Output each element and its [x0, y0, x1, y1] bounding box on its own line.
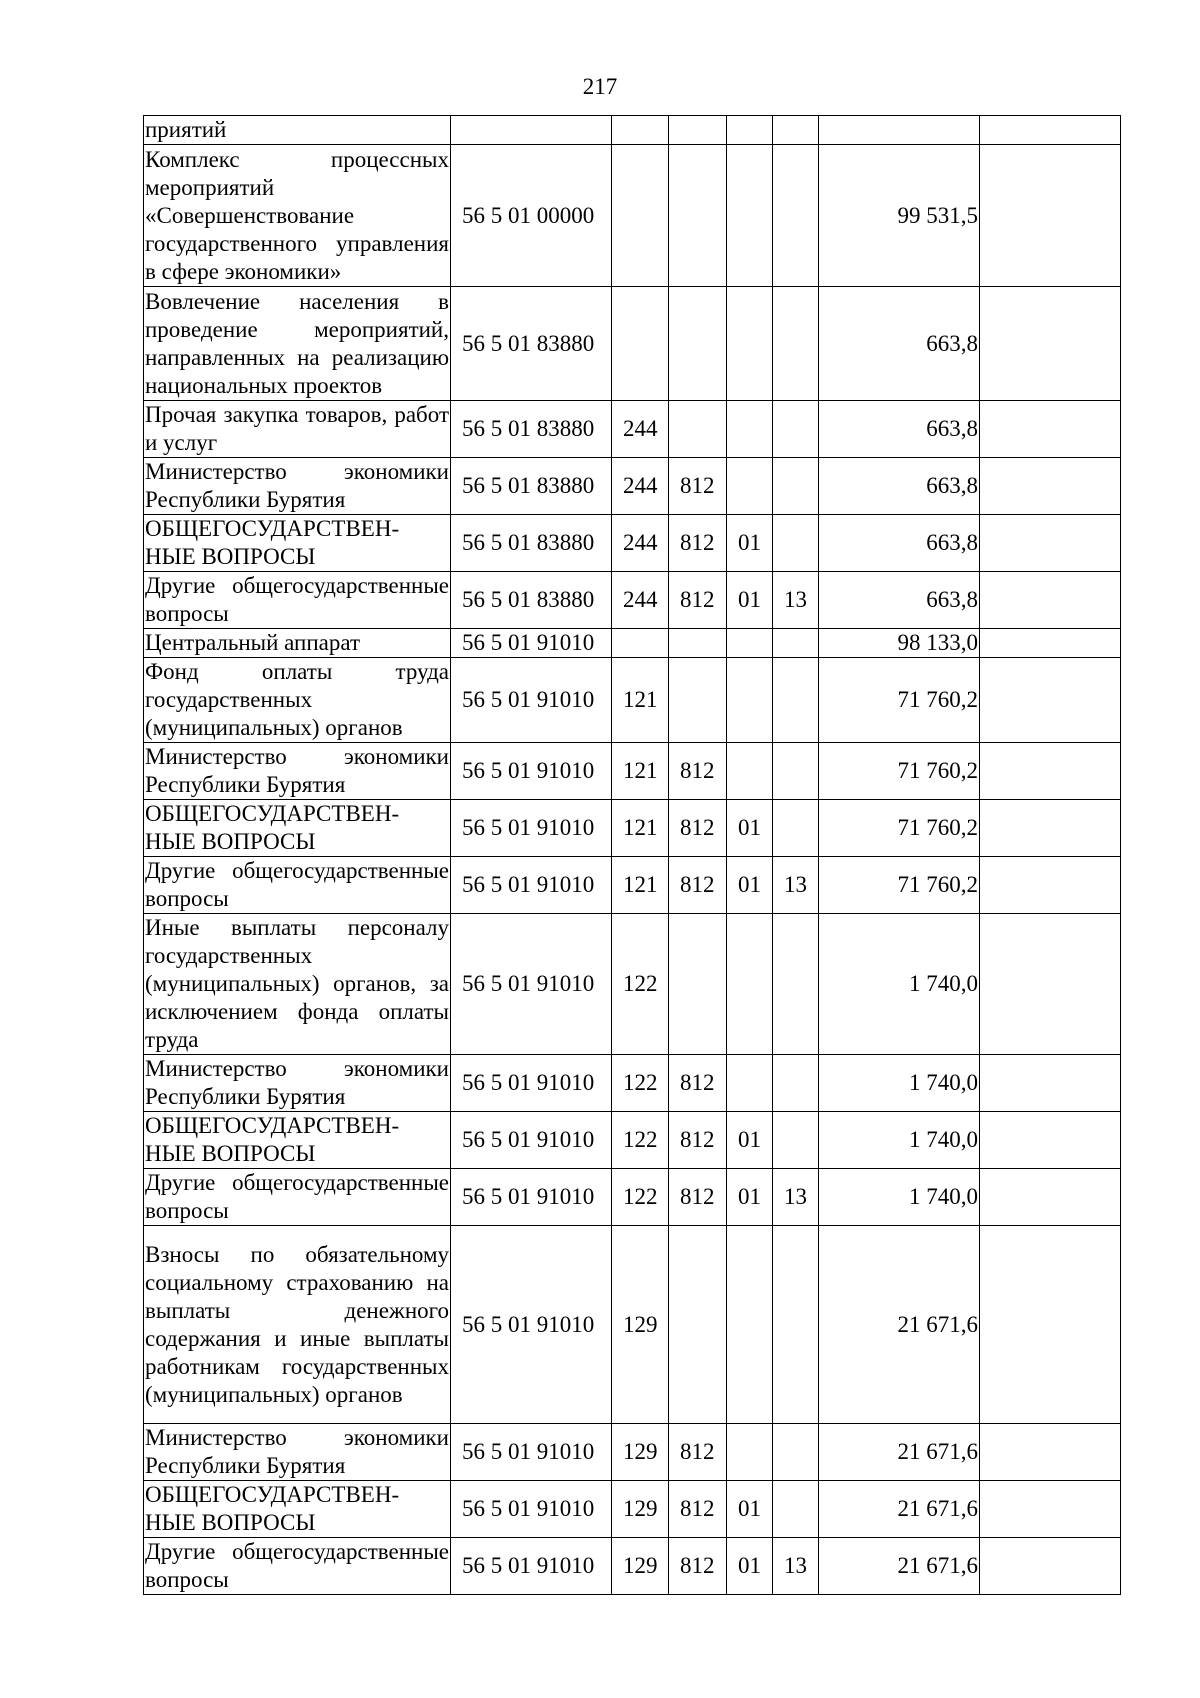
- extra-cell: [980, 458, 1121, 515]
- amount-cell: 663,8: [819, 572, 980, 629]
- item-name-cell: Фонд оплаты труда государственных (муниципальных) органов: [144, 658, 451, 743]
- table-row: [144, 572, 1121, 629]
- section-cell: [727, 1424, 773, 1481]
- target-code-cell: 56 5 01 91010: [451, 800, 612, 857]
- expense-type-cell: 244: [612, 401, 669, 458]
- amount-cell: 71 760,2: [819, 857, 980, 914]
- item-name-cell: Министерство экономики Республики Бурятия: [144, 1055, 451, 1112]
- section-cell: 01: [727, 800, 773, 857]
- subsection-cell: [773, 658, 819, 743]
- table-row: [144, 1055, 1121, 1112]
- subsection-cell: 13: [773, 1538, 819, 1595]
- expense-type-cell: 122: [612, 1169, 669, 1226]
- ministry-code-cell: 812: [669, 857, 727, 914]
- section-cell: [727, 914, 773, 1055]
- amount-cell: 71 760,2: [819, 743, 980, 800]
- ministry-code-cell: 812: [669, 572, 727, 629]
- item-name-cell: Министерство экономики Республики Бурятия: [144, 743, 451, 800]
- extra-cell: [980, 800, 1121, 857]
- expense-type-cell: 129: [612, 1424, 669, 1481]
- item-name-cell: Комплекс процессных мероприятий «Совершенствование государственного управления в сфере экономики»: [144, 145, 451, 287]
- ministry-code-cell: [669, 116, 727, 145]
- amount-cell: 1 740,0: [819, 914, 980, 1055]
- item-name-cell: Министерство экономики Республики Бурятия: [144, 1424, 451, 1481]
- extra-cell: [980, 1112, 1121, 1169]
- extra-cell: [980, 1424, 1121, 1481]
- item-name-cell: Иные выплаты персоналу государственных (муниципальных) органов, за исключением фонда оплаты труда: [144, 914, 451, 1055]
- extra-cell: [980, 572, 1121, 629]
- extra-cell: [980, 658, 1121, 743]
- item-name-cell: Прочая закупка товаров, работ и услуг: [144, 401, 451, 458]
- section-cell: [727, 629, 773, 658]
- expense-type-cell: [612, 145, 669, 287]
- extra-cell: [980, 515, 1121, 572]
- subsection-cell: 13: [773, 857, 819, 914]
- table-row: [144, 629, 1121, 658]
- expense-type-cell: 121: [612, 800, 669, 857]
- subsection-cell: [773, 743, 819, 800]
- amount-cell: 71 760,2: [819, 800, 980, 857]
- amount-cell: 71 760,2: [819, 658, 980, 743]
- table-row: [144, 800, 1121, 857]
- subsection-cell: 13: [773, 1169, 819, 1226]
- ministry-code-cell: [669, 658, 727, 743]
- target-code-cell: 56 5 01 83880: [451, 515, 612, 572]
- target-code-cell: 56 5 01 91010: [451, 857, 612, 914]
- ministry-code-cell: 812: [669, 743, 727, 800]
- expense-type-cell: 129: [612, 1481, 669, 1538]
- ministry-code-cell: 812: [669, 1538, 727, 1595]
- target-code-cell: 56 5 01 91010: [451, 914, 612, 1055]
- ministry-code-cell: [669, 145, 727, 287]
- table-row: [144, 1424, 1121, 1481]
- extra-cell: [980, 629, 1121, 658]
- section-cell: 01: [727, 1112, 773, 1169]
- item-name-cell: Другие общегосударственные вопросы: [144, 1538, 451, 1595]
- section-cell: [727, 1226, 773, 1424]
- amount-cell: 21 671,6: [819, 1226, 980, 1424]
- extra-cell: [980, 145, 1121, 287]
- target-code-cell: 56 5 01 91010: [451, 743, 612, 800]
- table-row: [144, 1538, 1121, 1595]
- section-cell: [727, 116, 773, 145]
- expense-type-cell: 244: [612, 458, 669, 515]
- extra-cell: [980, 116, 1121, 145]
- ministry-code-cell: [669, 914, 727, 1055]
- section-cell: [727, 658, 773, 743]
- section-cell: [727, 145, 773, 287]
- ministry-code-cell: [669, 401, 727, 458]
- target-code-cell: 56 5 01 91010: [451, 1112, 612, 1169]
- subsection-cell: [773, 1481, 819, 1538]
- amount-cell: 1 740,0: [819, 1169, 980, 1226]
- item-name-cell: Центральный аппарат: [144, 629, 451, 658]
- target-code-cell: 56 5 01 91010: [451, 629, 612, 658]
- amount-cell: [819, 116, 980, 145]
- subsection-cell: [773, 629, 819, 658]
- section-cell: [727, 287, 773, 401]
- table-row: [144, 145, 1121, 287]
- ministry-code-cell: [669, 287, 727, 401]
- table-row: [144, 1481, 1121, 1538]
- expense-type-cell: [612, 287, 669, 401]
- target-code-cell: 56 5 01 91010: [451, 1538, 612, 1595]
- extra-cell: [980, 287, 1121, 401]
- table-row: [144, 857, 1121, 914]
- extra-cell: [980, 743, 1121, 800]
- table-row: [144, 1112, 1121, 1169]
- subsection-cell: [773, 401, 819, 458]
- expense-type-cell: [612, 629, 669, 658]
- item-name-cell: Другие общегосударственные вопросы: [144, 572, 451, 629]
- amount-cell: 21 671,6: [819, 1424, 980, 1481]
- subsection-cell: [773, 145, 819, 287]
- target-code-cell: 56 5 01 91010: [451, 658, 612, 743]
- expense-type-cell: 129: [612, 1538, 669, 1595]
- section-cell: [727, 458, 773, 515]
- target-code-cell: 56 5 01 00000: [451, 145, 612, 287]
- ministry-code-cell: 812: [669, 1055, 727, 1112]
- ministry-code-cell: 812: [669, 458, 727, 515]
- section-cell: 01: [727, 857, 773, 914]
- table-row: [144, 458, 1121, 515]
- amount-cell: 663,8: [819, 458, 980, 515]
- target-code-cell: 56 5 01 91010: [451, 1424, 612, 1481]
- expense-type-cell: 121: [612, 857, 669, 914]
- subsection-cell: [773, 458, 819, 515]
- extra-cell: [980, 1169, 1121, 1226]
- budget-table-body: [144, 116, 1121, 1595]
- ministry-code-cell: 812: [669, 515, 727, 572]
- extra-cell: [980, 857, 1121, 914]
- subsection-cell: [773, 287, 819, 401]
- ministry-code-cell: [669, 1226, 727, 1424]
- table-row: [144, 658, 1121, 743]
- amount-cell: 663,8: [819, 515, 980, 572]
- expense-type-cell: 244: [612, 572, 669, 629]
- extra-cell: [980, 1055, 1121, 1112]
- budget-table: [143, 115, 1121, 1595]
- expense-type-cell: 244: [612, 515, 669, 572]
- target-code-cell: 56 5 01 83880: [451, 287, 612, 401]
- expense-type-cell: 122: [612, 1055, 669, 1112]
- expense-type-cell: 122: [612, 914, 669, 1055]
- extra-cell: [980, 914, 1121, 1055]
- subsection-cell: [773, 800, 819, 857]
- subsection-cell: 13: [773, 572, 819, 629]
- amount-cell: 98 133,0: [819, 629, 980, 658]
- table-row: [144, 914, 1121, 1055]
- item-name-cell: Другие общегосударственные вопросы: [144, 1169, 451, 1226]
- item-name-cell: ОБЩЕГОСУДАРСТВЕН-НЫЕ ВОПРОСЫ: [144, 800, 451, 857]
- item-name-cell: Другие общегосударственные вопросы: [144, 857, 451, 914]
- expense-type-cell: 129: [612, 1226, 669, 1424]
- item-name-cell: ОБЩЕГОСУДАРСТВЕН-НЫЕ ВОПРОСЫ: [144, 1112, 451, 1169]
- item-name-cell: Вовлечение населения в проведение мероприятий, направленных на реализацию национальных проектов: [144, 287, 451, 401]
- extra-cell: [980, 1538, 1121, 1595]
- target-code-cell: 56 5 01 91010: [451, 1055, 612, 1112]
- target-code-cell: 56 5 01 83880: [451, 401, 612, 458]
- item-name-cell: Министерство экономики Республики Бурятия: [144, 458, 451, 515]
- table-row: [144, 1169, 1121, 1226]
- ministry-code-cell: 812: [669, 1424, 727, 1481]
- amount-cell: 21 671,6: [819, 1538, 980, 1595]
- target-code-cell: 56 5 01 91010: [451, 1226, 612, 1424]
- extra-cell: [980, 1481, 1121, 1538]
- ministry-code-cell: 812: [669, 1169, 727, 1226]
- section-cell: 01: [727, 1169, 773, 1226]
- item-name-cell: ОБЩЕГОСУДАРСТВЕН-НЫЕ ВОПРОСЫ: [144, 515, 451, 572]
- subsection-cell: [773, 515, 819, 572]
- subsection-cell: [773, 1055, 819, 1112]
- section-cell: [727, 743, 773, 800]
- amount-cell: 1 740,0: [819, 1055, 980, 1112]
- amount-cell: 21 671,6: [819, 1481, 980, 1538]
- table-row: [144, 515, 1121, 572]
- subsection-cell: [773, 1424, 819, 1481]
- item-name-cell: Взносы по обязательному социальному страхованию на выплаты денежного содержания и иные выплаты работникам государственных (муниципальных) органов: [144, 1226, 451, 1424]
- target-code-cell: 56 5 01 91010: [451, 1481, 612, 1538]
- target-code-cell: 56 5 01 91010: [451, 1169, 612, 1226]
- subsection-cell: [773, 116, 819, 145]
- table-row: [144, 287, 1121, 401]
- section-cell: 01: [727, 1538, 773, 1595]
- ministry-code-cell: [669, 629, 727, 658]
- expense-type-cell: [612, 116, 669, 145]
- extra-cell: [980, 401, 1121, 458]
- ministry-code-cell: 812: [669, 800, 727, 857]
- section-cell: [727, 401, 773, 458]
- target-code-cell: 56 5 01 83880: [451, 572, 612, 629]
- ministry-code-cell: 812: [669, 1112, 727, 1169]
- section-cell: [727, 1055, 773, 1112]
- ministry-code-cell: 812: [669, 1481, 727, 1538]
- extra-cell: [980, 1226, 1121, 1424]
- target-code-cell: [451, 116, 612, 145]
- item-name-cell: приятий: [144, 116, 451, 145]
- section-cell: 01: [727, 1481, 773, 1538]
- section-cell: 01: [727, 515, 773, 572]
- amount-cell: 99 531,5: [819, 145, 980, 287]
- amount-cell: 663,8: [819, 401, 980, 458]
- subsection-cell: [773, 914, 819, 1055]
- table-row: [144, 116, 1121, 145]
- page-number: 217: [582, 74, 618, 99]
- amount-cell: 1 740,0: [819, 1112, 980, 1169]
- expense-type-cell: 121: [612, 743, 669, 800]
- target-code-cell: 56 5 01 83880: [451, 458, 612, 515]
- section-cell: 01: [727, 572, 773, 629]
- expense-type-cell: 122: [612, 1112, 669, 1169]
- table-row: [144, 401, 1121, 458]
- amount-cell: 663,8: [819, 287, 980, 401]
- table-row: [144, 743, 1121, 800]
- expense-type-cell: 121: [612, 658, 669, 743]
- item-name-cell: ОБЩЕГОСУДАРСТВЕН-НЫЕ ВОПРОСЫ: [144, 1481, 451, 1538]
- subsection-cell: [773, 1112, 819, 1169]
- subsection-cell: [773, 1226, 819, 1424]
- table-row: [144, 1226, 1121, 1424]
